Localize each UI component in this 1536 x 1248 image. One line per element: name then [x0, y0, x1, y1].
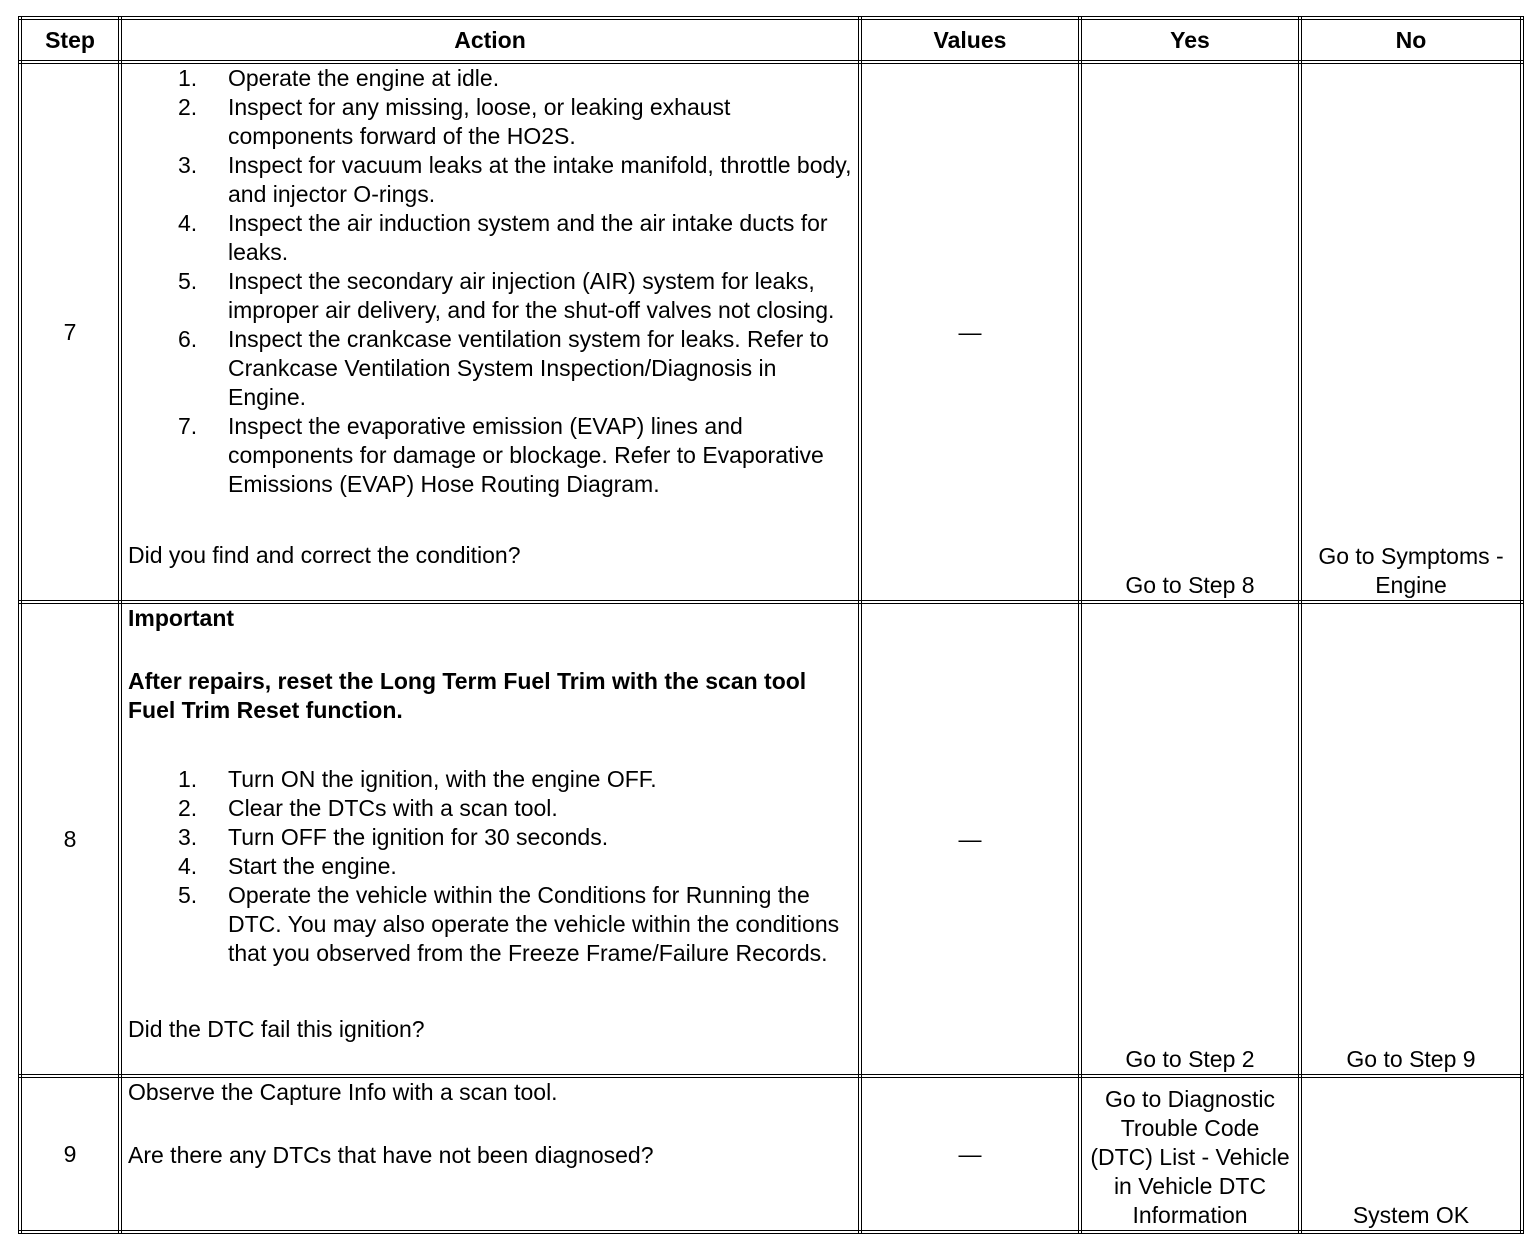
list-item: 3. Turn OFF the ignition for 30 seconds.: [178, 824, 609, 850]
step-number: 8: [20, 602, 120, 1076]
header-values: Values: [860, 18, 1080, 62]
list-item: 7. Inspect the evaporative emission (EVAP) lines and components for damage or blockage. Refer to Evaporative Emissions (EVAP) Hose Routing Diagram.: [178, 413, 824, 497]
list-item: 5. Operate the vehicle within the Conditions for Running the DTC. You may also operate the vehicle within the conditions that you observed from the Freeze Frame/Failure Records.: [178, 882, 840, 966]
list-item: 2. Inspect for any missing, loose, or leaking exhaust components forward of the HO2S.: [178, 94, 731, 149]
table-row-step-7: [20, 62, 1522, 602]
action-cell: [120, 1076, 860, 1232]
values-cell: —: [860, 602, 1080, 1076]
list-item: 1. Turn ON the ignition, with the engine OFF.: [178, 766, 657, 792]
step-number: 9: [20, 1076, 120, 1232]
no-link[interactable]: Go to Symptoms - Engine: [1300, 62, 1522, 602]
important-label: Important: [128, 605, 235, 631]
table-row-step-8: [20, 602, 1522, 1076]
header-no: No: [1300, 18, 1522, 62]
step-number: 7: [20, 62, 120, 602]
header-row: [20, 18, 1522, 62]
yes-link[interactable]: Go to Step 8: [1080, 62, 1300, 602]
header-action: Action: [120, 18, 860, 62]
list-item: 2. Clear the DTCs with a scan tool.: [178, 795, 558, 821]
diagnostic-table: [18, 16, 1524, 1234]
list-item: 1. Operate the engine at idle.: [178, 65, 500, 91]
values-cell: —: [860, 62, 1080, 602]
yes-link[interactable]: Go to Diagnostic Trouble Code (DTC) List - Vehicle in Vehicle DTC Information: [1080, 1076, 1300, 1232]
action-steps-list: [128, 64, 852, 499]
action-instruction: Observe the Capture Info with a scan tool.: [128, 1079, 558, 1105]
action-question: Did the DTC fail this ignition?: [128, 1016, 425, 1042]
list-item: 3. Inspect for vacuum leaks at the intake manifold, throttle body, and injector O-rings.: [178, 152, 852, 207]
values-cell: —: [860, 1076, 1080, 1232]
no-link[interactable]: Go to Step 9: [1300, 602, 1522, 1076]
action-question: Did you find and correct the condition?: [128, 542, 521, 568]
list-item: 4. Start the engine.: [178, 853, 397, 879]
action-question: Are there any DTCs that have not been diagnosed?: [128, 1142, 654, 1168]
yes-link[interactable]: Go to Step 2: [1080, 602, 1300, 1076]
table-row-step-9: [20, 1076, 1522, 1232]
action-steps-list: [128, 765, 852, 968]
list-item: 4. Inspect the air induction system and the air intake ducts for leaks.: [178, 210, 828, 265]
action-cell: [120, 62, 860, 602]
action-cell: [120, 602, 860, 1076]
list-item: 5. Inspect the secondary air injection (AIR) system for leaks, improper air delivery, and for the shut-off valves not closing.: [178, 268, 835, 323]
important-note: After repairs, reset the Long Term Fuel Trim with the scan tool Fuel Trim Reset function.: [128, 668, 807, 723]
no-link[interactable]: System OK: [1300, 1076, 1522, 1232]
list-item: 6. Inspect the crankcase ventilation system for leaks. Refer to Crankcase Ventilation System Inspection/Diagnosis in Engine.: [178, 326, 829, 410]
header-step: Step: [20, 18, 120, 62]
header-yes: Yes: [1080, 18, 1300, 62]
